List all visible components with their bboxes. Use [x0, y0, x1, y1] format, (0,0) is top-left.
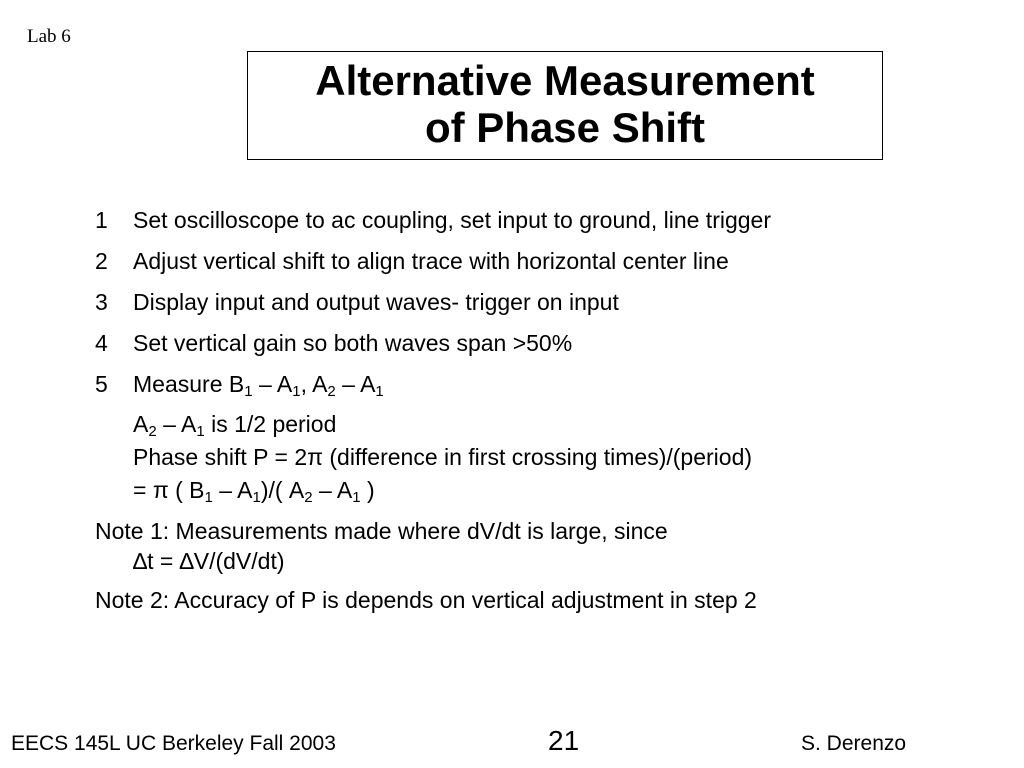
step-item	[95, 370, 985, 398]
step-text: Display input and output waves- trigger on input	[133, 289, 619, 315]
step-number: 2	[95, 248, 108, 274]
step-number: 1	[95, 207, 108, 233]
step-item	[95, 288, 985, 316]
step-item	[95, 206, 985, 234]
step-number: 4	[95, 330, 108, 356]
step5-details	[95, 408, 985, 507]
step-text: Measure $B_1 - A_1$, $A_2 - A_1$	[133, 371, 384, 400]
step-text: Set vertical gain so both waves span >50%	[133, 330, 573, 356]
note-1-text: Note 1: Measurements made where dV/dt is large, since	[95, 518, 668, 544]
slide-title	[247, 51, 883, 160]
step-item	[95, 247, 985, 275]
step-text: Set oscilloscope to ac coupling, set input to ground, line trigger	[133, 207, 771, 233]
note-2	[95, 586, 985, 614]
step-number: 5	[95, 371, 108, 397]
slide-body	[95, 206, 985, 614]
note-1	[95, 517, 985, 545]
title-line-2: of Phase Shift	[424, 104, 706, 151]
phase-shift-simplified: = π ( $B_1 - A_1)/$( $A_2 - A_1$ )	[133, 477, 375, 506]
footer-author: S. Derenzo	[801, 732, 907, 755]
phase-shift-formula: Phase shift P = 2π (difference in first crossing times)/(period)	[133, 444, 753, 470]
note-2-text: Note 2: Accuracy of P is depends on vertical adjustment in step 2	[95, 587, 757, 613]
lab-label: Lab 6	[27, 26, 71, 47]
step-text: Adjust vertical shift to align trace with horizontal center line	[133, 248, 729, 274]
step-number: 3	[95, 289, 108, 315]
note-1-formula: ∆t = ∆V/(dV/dt)	[133, 548, 285, 574]
page-number: 21	[548, 725, 580, 756]
step-item	[95, 329, 985, 357]
footer-course: EECS 145L UC Berkeley Fall 2003	[11, 732, 336, 755]
title-line-1: Alternative Measurement	[315, 57, 815, 104]
period-line: $A_2 - A_1$ is 1/2 period	[133, 411, 337, 440]
